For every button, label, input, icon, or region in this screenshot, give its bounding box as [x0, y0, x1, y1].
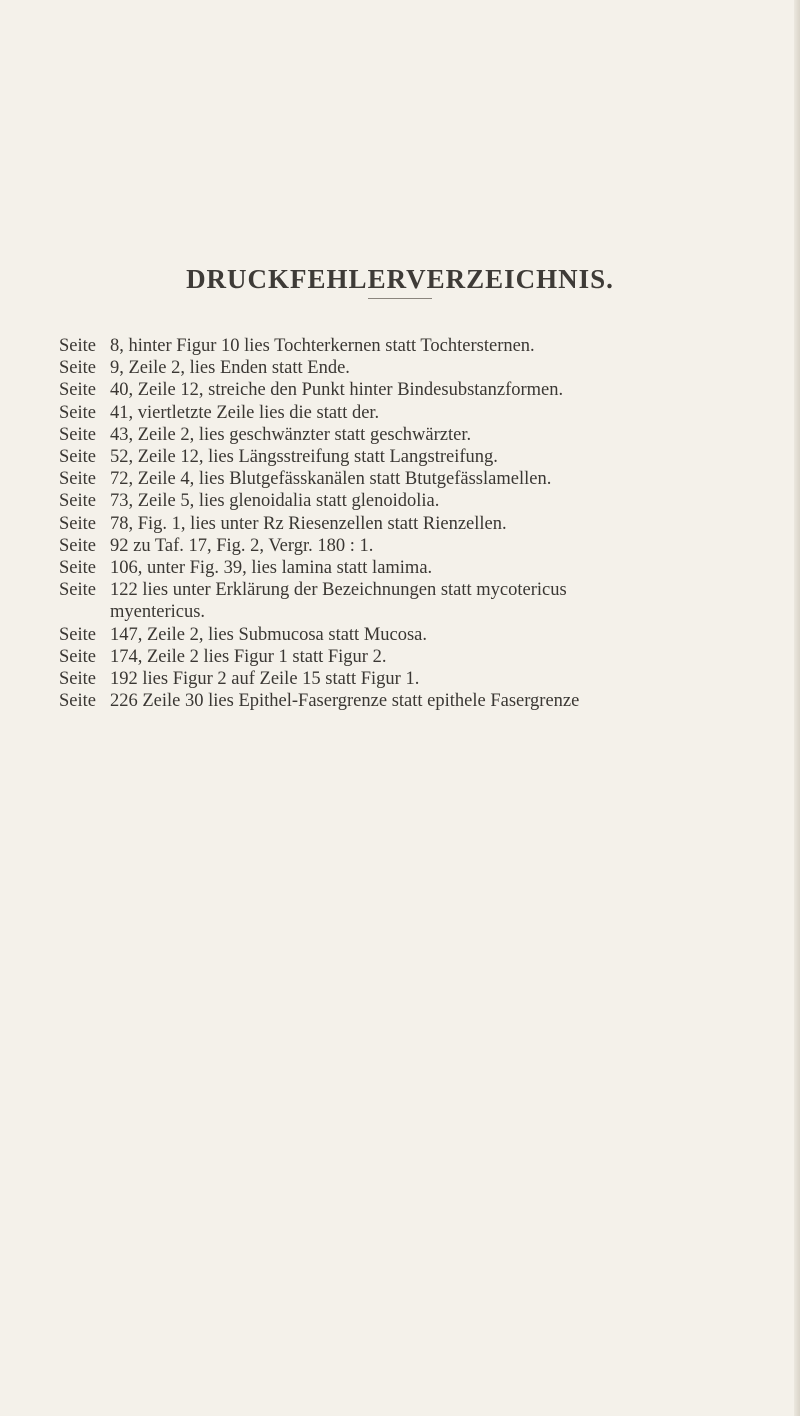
entry-body	[110, 513, 507, 535]
entry-label: Seite	[59, 691, 96, 712]
entry-text: 122 lies unter Erklärung der Bezeichnungen statt mycotericus	[110, 580, 567, 601]
entry-body	[110, 690, 579, 712]
entry-label: Seite	[59, 580, 96, 601]
entry-text: 52, Zeile 12, lies Längsstreifung statt Langstreifung.	[110, 447, 498, 468]
entry-label: Seite	[59, 424, 96, 445]
entry-text: 226 Zeile 30 lies Epithel-Fasergrenze statt epithele Fasergrenze	[110, 691, 580, 712]
erratum-entry	[59, 557, 789, 579]
erratum-entry	[59, 335, 789, 357]
entry-text: 73, Zeile 5, lies glenoidalia statt glenoidolia.	[110, 491, 440, 512]
entry-text: 192 lies Figur 2 auf Zeile 15 statt Figur 1.	[110, 669, 420, 690]
entry-text: 72, Zeile 4, lies Blutgefässkanälen statt Btutgefässlamellen.	[110, 469, 552, 490]
entry-label: Seite	[59, 402, 96, 423]
entry-body	[110, 490, 439, 512]
entry-text: 174, Zeile 2 lies Figur 1 statt Figur 2.	[110, 646, 387, 667]
erratum-entry	[59, 424, 789, 446]
entry-label: Seite	[59, 513, 96, 534]
entry-label: Seite	[59, 380, 96, 401]
entry-text: 43, Zeile 2, lies geschwänzter statt geschwärzter.	[110, 424, 472, 445]
erratum-list	[59, 335, 789, 712]
entry-text: 106, unter Fig. 39, lies lamina statt lamima.	[110, 558, 433, 579]
entry-body	[110, 557, 432, 579]
entry-body	[110, 357, 350, 379]
erratum-entry	[59, 402, 789, 424]
entry-body	[110, 424, 471, 446]
entry-body	[110, 646, 386, 668]
entry-body	[110, 535, 373, 557]
page-title: DRUCKFEHLERVERZEICHNIS.	[186, 264, 614, 295]
entry-label: Seite	[59, 491, 96, 512]
entry-body	[110, 335, 535, 357]
entry-body	[110, 379, 563, 401]
erratum-entry	[59, 624, 789, 646]
erratum-entry	[59, 579, 789, 623]
erratum-entry	[59, 513, 789, 535]
entry-text: 92 zu Taf. 17, Fig. 2, Vergr. 180 : 1.	[110, 535, 374, 556]
entry-continuation: myentericus.	[110, 602, 206, 623]
entry-label: Seite	[59, 447, 96, 468]
erratum-entry	[59, 446, 789, 468]
entry-label: Seite	[59, 558, 96, 579]
entry-label: Seite	[59, 336, 96, 356]
entry-label: Seite	[59, 669, 96, 690]
erratum-entry	[59, 468, 789, 490]
entry-label: Seite	[59, 469, 96, 490]
entry-body	[110, 624, 427, 646]
page-edge	[794, 0, 800, 1416]
entry-body	[110, 446, 498, 468]
erratum-entry	[59, 646, 789, 668]
erratum-entry	[59, 357, 789, 379]
erratum-entry	[59, 490, 789, 512]
title-divider	[368, 298, 432, 299]
entry-label: Seite	[59, 358, 96, 379]
entry-body	[110, 402, 379, 424]
erratum-entry	[59, 668, 789, 690]
entry-text: 40, Zeile 12, streiche den Punkt hinter Bindesubstanzformen.	[110, 380, 564, 401]
entry-body	[110, 468, 551, 490]
entry-label: Seite	[59, 535, 96, 556]
erratum-entry	[59, 379, 789, 401]
entry-label: Seite	[59, 646, 96, 667]
entry-text: 9, Zeile 2, lies Enden statt Ende.	[110, 358, 350, 379]
entry-label: Seite	[59, 624, 96, 645]
entry-text: 147, Zeile 2, lies Submucosa statt Mucosa.	[110, 624, 428, 645]
entry-text: 8, hinter Figur 10 lies Tochterkernen statt Tochtersternen.	[110, 336, 535, 356]
entry-body	[110, 579, 567, 623]
entry-body	[110, 668, 419, 690]
entry-text: 41, viertletzte Zeile lies die statt der.	[110, 402, 380, 423]
entry-text: 78, Fig. 1, lies unter Rz Riesenzellen statt Rienzellen.	[110, 513, 507, 534]
erratum-entry	[59, 690, 789, 712]
erratum-entry	[59, 535, 789, 557]
